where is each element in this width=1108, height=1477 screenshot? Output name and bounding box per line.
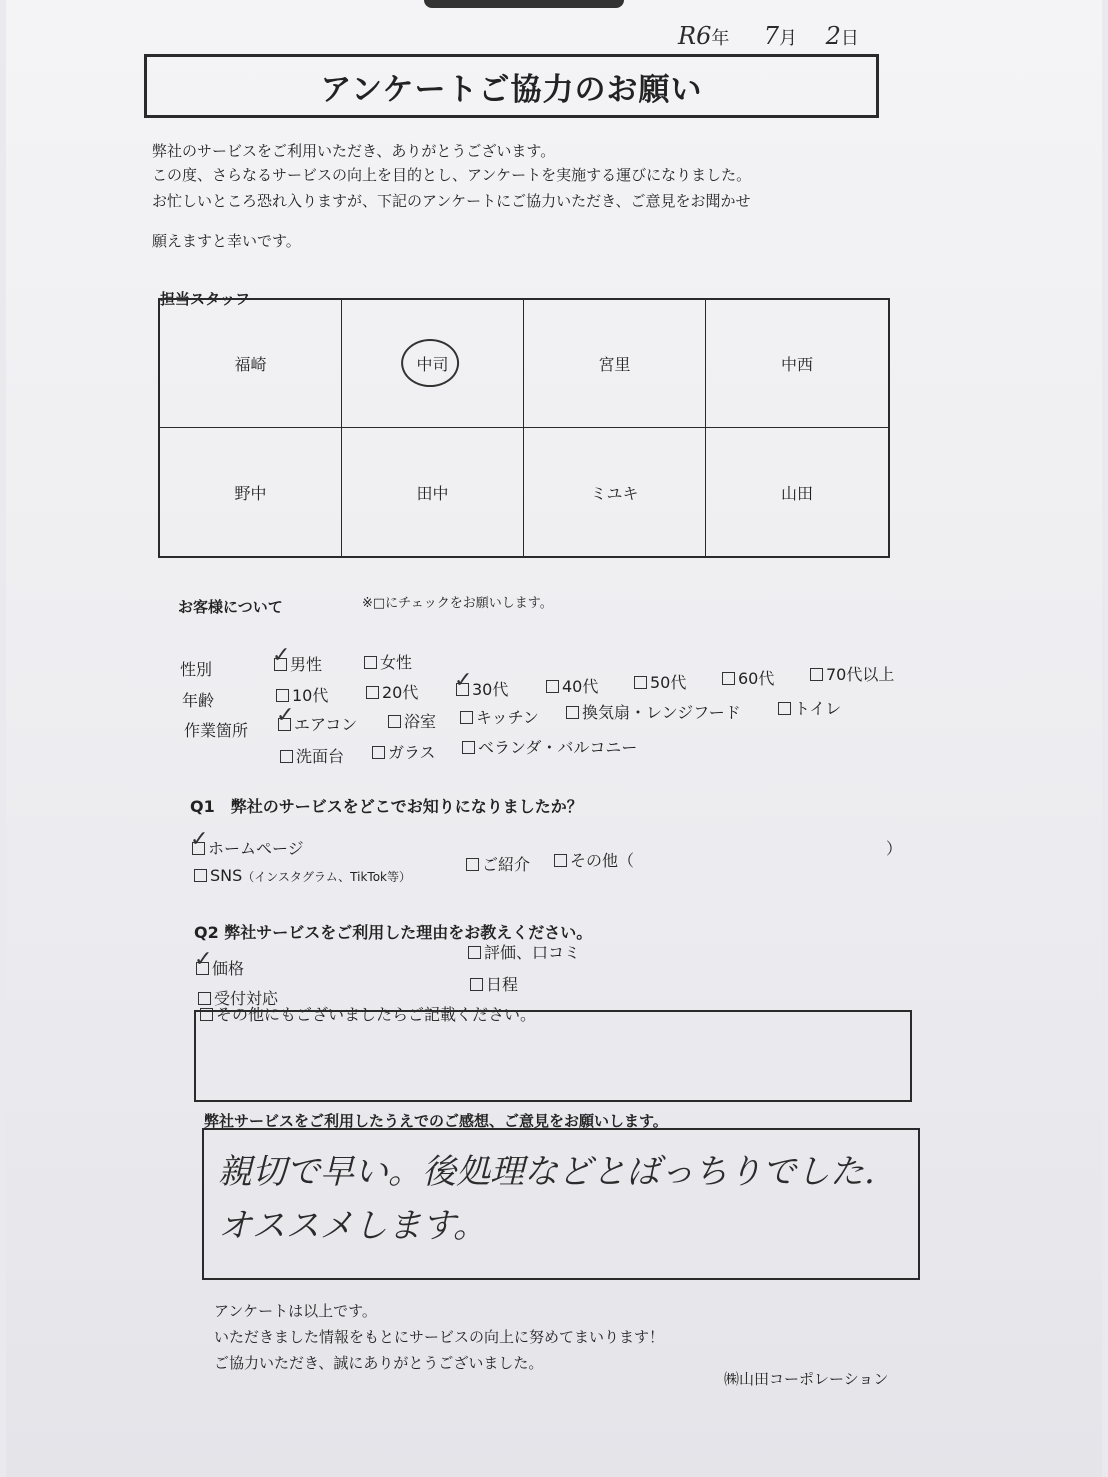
customer-heading: お客様について (178, 598, 283, 616)
gender-label: 性別 (180, 660, 213, 679)
comment-line: 親切で早い。後処理などとばっちりでした. (218, 1152, 875, 1192)
page-title: アンケートご協力のお願い (144, 54, 879, 118)
staff-grid (158, 298, 890, 558)
work-option[interactable]: ベランダ・バルコニー (462, 735, 637, 758)
comment-line: オススメします。 (218, 1206, 487, 1246)
age-label: 年齢 (182, 691, 215, 710)
date-month: 7 (763, 22, 779, 50)
work-option[interactable]: 洗面台 (280, 744, 344, 767)
staff-cell[interactable]: 田中 (342, 428, 524, 556)
intro-line: この度、さらなるサービスの向上を目的とし、アンケートを実施する運びになりました。 (152, 166, 752, 184)
intro-line: 弊社のサービスをご利用いただき、ありがとうございます。 (152, 142, 556, 160)
staff-cell[interactable]: 福崎 (160, 300, 342, 428)
date-day-unit: 日 (840, 28, 859, 49)
gender-option[interactable]: ✓ 男性 (274, 652, 322, 675)
date-month-unit: 月 (778, 28, 797, 49)
clip-binder (424, 0, 624, 8)
staff-cell[interactable]: 山田 (780, 483, 813, 503)
age-option[interactable]: ✓ 30代 (456, 677, 508, 700)
q1-other-close: ） (886, 839, 903, 858)
date-day: 2 (825, 22, 841, 50)
staff-cell[interactable]: 宮里 (524, 300, 706, 428)
work-option[interactable]: 換気扇・レンジフード (566, 700, 741, 723)
gender-option[interactable]: 女性 (364, 650, 412, 673)
checkbox[interactable] (364, 656, 377, 669)
closing-line: ご協力いただき、誠にありがとうございました。 (214, 1354, 544, 1372)
age-option[interactable]: 40代 (546, 674, 598, 697)
work-label: 作業箇所 (184, 721, 249, 740)
staff-label: 担当スタッフ (160, 290, 251, 308)
q1-question: Q1 弊社のサービスをどこでお知りになりましたか？ (190, 797, 583, 816)
work-option[interactable]: ガラス (372, 740, 436, 763)
q2-option-reception[interactable]: 受付対応 (198, 986, 278, 1009)
age-option[interactable]: 50代 (634, 670, 686, 693)
closing-line: アンケートは以上です。 (214, 1302, 377, 1320)
age-option[interactable]: 60代 (722, 666, 774, 689)
intro-line: 願えますと幸いです。 (152, 232, 301, 250)
age-option[interactable]: 70代以上 (810, 662, 894, 685)
staff-cell[interactable]: ミユキ (524, 428, 706, 556)
q2-option-reviews[interactable]: 評価、口コミ (468, 940, 580, 963)
q2-question: Q2 弊社サービスをご利用した理由をお教えください。 (194, 923, 593, 942)
staff-cell[interactable]: 中西 (706, 300, 888, 428)
work-option[interactable]: キッチン (460, 705, 539, 728)
work-option[interactable]: 浴室 (388, 709, 436, 732)
q2-option-schedule[interactable]: 日程 (470, 972, 518, 995)
q2-option-other[interactable]: その他にもございましたらご記載ください。 (200, 1002, 536, 1025)
date-era-year: R6 (678, 22, 712, 50)
q1-option-sns[interactable]: SNS（インスタグラム、TikTok等） (194, 866, 411, 885)
closing-line: いただきました情報をもとにサービスの向上に努めてまいります！ (214, 1328, 665, 1346)
company-name: ㈱山田コーポレーション (724, 1370, 889, 1388)
date-line (678, 22, 859, 50)
checkbox-checked[interactable] (274, 658, 287, 671)
intro-line: お忙しいところ恐れ入りますが、下記のアンケートにご協力いただき、ご意見をお聞かせ (152, 192, 751, 210)
q2-other-textbox[interactable] (194, 1010, 912, 1102)
work-option[interactable]: トイレ (778, 696, 841, 719)
q1-option-other[interactable]: その他（ (554, 848, 634, 871)
work-option[interactable]: ✓ エアコン (278, 712, 357, 735)
staff-cell[interactable]: 野中 (160, 428, 342, 556)
q2-option-price[interactable]: ✓価格 (196, 956, 244, 979)
check-note: ※□にチェックをお願いします。 (362, 596, 553, 611)
age-option[interactable]: 10代 (276, 683, 328, 706)
survey-sheet (6, 0, 1102, 1477)
q1-option-homepage[interactable]: ✓ホームページ (192, 836, 304, 859)
age-option[interactable]: 20代 (366, 680, 418, 703)
q1-option-intro[interactable]: ご紹介 (466, 852, 530, 875)
comment-prompt: 弊社サービスをご利用したうえでのご感想、ご意見をお願いします。 (204, 1112, 668, 1130)
staff-cell-selected[interactable]: 中司 (342, 300, 524, 428)
date-year-unit: 年 (711, 28, 730, 49)
